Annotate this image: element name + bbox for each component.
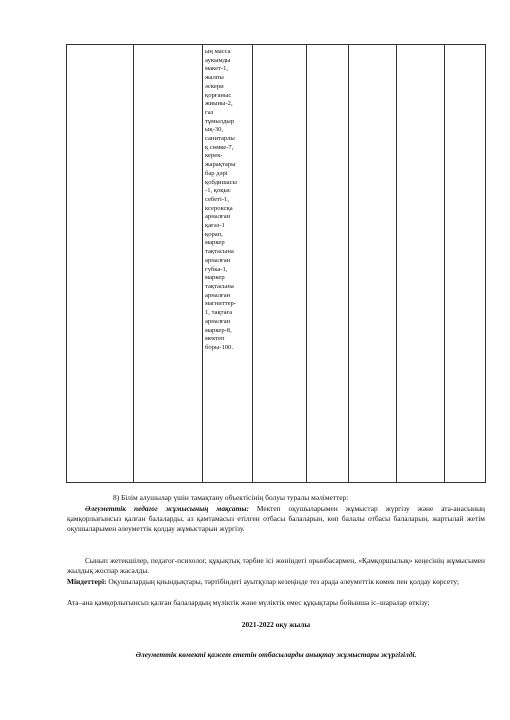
cell-line: макет-1, [205,65,229,73]
cell-line: қорғаныс [205,91,232,99]
rights-paragraph: Ата–ана қамқорлығынсыз қалған балалардың мүліктік және мүліктік емес құқықтары бойынша іс–шаралар өткізу; [67,598,430,607]
cell-line: арналған [205,256,231,264]
tasks-text: Оқушылардың қиындықтары, тәртібіндегі ауытқулар кезеңінде тез арада әлеуметтік көмек пен қолдау көрсету; [106,577,459,586]
cell-line: тақтасына [205,248,234,256]
cell-line: аукымды [205,56,231,64]
cell-line: қағаз-1 [205,222,225,230]
cell-line: -1, қоқыс [205,187,231,195]
goal-paragraph [67,504,485,535]
cell-line: арналған [205,213,231,221]
section-8-title: 8) Білім алушылар үшін тамақтану объектісінің болуы туралы мәліметтер: [113,493,349,502]
school-year-heading: 2021-2022 оқу жылы [241,620,311,629]
table-cell [349,45,397,483]
cell-line: қорап, [205,230,223,238]
cell-line: тақтасына [205,282,234,290]
equipment-table [66,44,486,483]
tasks-label: Міндеттері: [67,577,107,586]
cell-line: қобдишасы [205,178,237,186]
table-cell [67,45,134,483]
table-cell-equipment-list [203,45,253,483]
cell-line: боры-100. [205,343,234,351]
cell-line: губка-1, [205,265,228,273]
cell-line: маркер [205,239,225,247]
cell-line: керек- [205,152,223,160]
cell-line: газ [205,108,214,116]
table-cell [307,45,349,483]
cell-line: жиыны-2, [205,100,233,108]
cell-line: ық-30, [205,126,224,134]
cell-line: маркер-8, [205,326,232,334]
goal-label: Әлеуметтік педагог жұмысының мақсаты: [85,504,249,513]
table-cell [397,45,445,483]
equipment-list-text [203,45,252,353]
cell-line: арналған [205,317,231,325]
cell-line: тұмылдыр [205,117,235,125]
cell-line: себеті-1, [205,195,229,203]
cell-line: бар дәрі [205,169,228,177]
goal-text: Мектеп оқушыларымен жұмыстар жүргізу және ата-анасының қамқорлығынсыз қалған балаларды, аз қамтамасыз етілген отбасы балаларын, көп балалы отбасы балаларын, жартылай жетім оқушыларымен әлеуметтік қолдау жұмыстарын жүргізу. [67,504,485,534]
cell-line: ксероксқа [205,204,233,212]
cell-line: мектеп [205,335,225,343]
tasks-paragraph [67,577,485,587]
cell-line: қ сөмке-7, [205,143,234,151]
cell-line: санитарлы [205,135,235,143]
cell-line: магниттер- [205,300,236,308]
table-cell [253,45,307,483]
section-heading: Әлеуметтік көмекті қажет ететін отбасыларды анықтау жұмыстары жүргізілді. [135,650,417,659]
cell-line: 1, тақтаға [205,309,233,317]
cell-line: жарақтары [205,161,236,169]
table-row [67,45,486,483]
cell-line: маркер [205,274,225,282]
table-cell [445,45,486,483]
table-cell [134,45,203,483]
cell-line: әскери [205,82,224,90]
cell-line: жалпы [205,74,224,82]
cell-line: ың масса [205,48,231,55]
plan-paragraph: Сынып жетекшілер, педагог-психолог, құқықтық тәрбие ісі жөніндегі орынбасармен, «Қамқоршылық» кеңесінің жұмысымен жылдық жоспар жасалды. [67,556,485,576]
cell-line: арналған [205,291,231,299]
